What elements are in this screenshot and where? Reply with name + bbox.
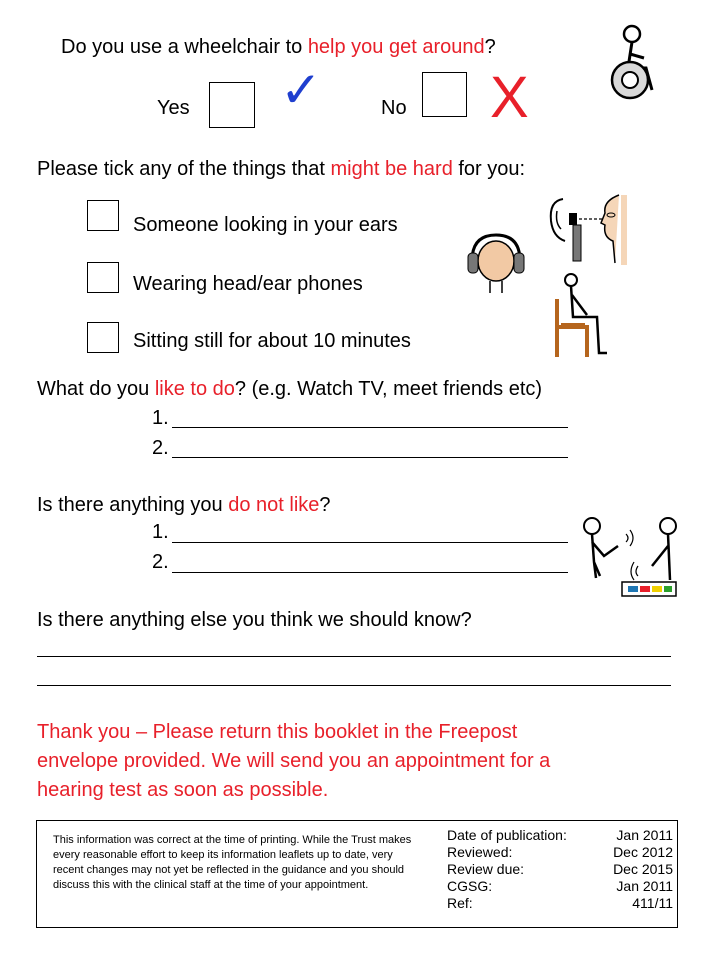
hard-item-label: Wearing head/ear phones	[133, 273, 363, 295]
thank-you-line: envelope provided. We will send you an appointment for a	[37, 750, 551, 772]
question-text: Please tick any of the things that	[37, 158, 331, 180]
like-question	[37, 377, 542, 401]
like-answer-line-2[interactable]	[172, 457, 568, 458]
headphones-icon	[466, 231, 526, 301]
question-end: ?	[319, 494, 331, 516]
question-text: Is there anything you	[37, 494, 229, 516]
wheelchair-icon	[608, 24, 666, 104]
dislike-question	[37, 493, 331, 517]
meta-value: 411/11	[632, 895, 673, 911]
question-end: for you:	[452, 158, 526, 180]
meta-label: Ref:	[447, 895, 473, 911]
sitting-checkbox[interactable]	[87, 322, 119, 353]
line-number: 2.	[152, 437, 169, 459]
dislike-answer-line-2[interactable]	[172, 572, 568, 573]
line-number: 2.	[152, 551, 169, 573]
yes-label: Yes	[157, 97, 190, 119]
question-end: ?	[484, 36, 496, 58]
meta-row	[447, 895, 673, 912]
hearing-test-icon	[578, 514, 688, 598]
meta-value: Jan 2011	[616, 827, 673, 843]
footer-box	[36, 820, 678, 928]
no-checkbox[interactable]	[422, 72, 467, 117]
line-number: 1.	[152, 521, 169, 543]
question-end: ? (e.g. Watch TV, meet friends etc)	[234, 378, 543, 400]
ear-exam-checkbox[interactable]	[87, 200, 119, 231]
no-label: No	[381, 97, 407, 119]
thank-you-line: Thank you – Please return this booklet in the Freepost	[37, 721, 518, 743]
else-question: Is there anything else you think we should know?	[37, 609, 472, 631]
cross-icon: X	[490, 65, 529, 130]
meta-label: CGSG:	[447, 878, 493, 894]
wheelchair-question	[61, 35, 496, 59]
yes-checkbox[interactable]	[209, 82, 255, 128]
sitting-person-icon	[553, 273, 609, 359]
hard-things-question	[37, 157, 525, 181]
dislike-answer-line-1[interactable]	[172, 542, 568, 543]
meta-row	[447, 878, 673, 895]
thank-you-line: hearing test as soon as possible.	[37, 779, 329, 801]
else-answer-line-1[interactable]	[37, 656, 671, 657]
hard-item-label: Someone looking in your ears	[133, 214, 398, 236]
meta-label: Reviewed:	[447, 844, 513, 860]
thank-you-message	[37, 718, 677, 805]
headphones-checkbox[interactable]	[87, 262, 119, 293]
meta-label: Review due:	[447, 861, 525, 877]
line-number: 1.	[152, 407, 169, 429]
publication-details	[447, 827, 673, 912]
like-answer-line-1[interactable]	[172, 427, 568, 428]
meta-row	[447, 844, 673, 861]
question-highlight: help you get around	[307, 36, 485, 58]
meta-value: Dec 2015	[613, 861, 673, 877]
hard-item-label: Sitting still for about 10 minutes	[133, 330, 411, 352]
meta-value: Jan 2011	[616, 878, 673, 894]
question-highlight: do not like	[228, 494, 320, 516]
question-highlight: might be hard	[330, 158, 453, 180]
meta-row	[447, 861, 673, 878]
meta-value: Dec 2012	[613, 844, 673, 860]
ear-exam-icon	[543, 193, 627, 269]
question-highlight: like to do	[154, 378, 235, 400]
disclaimer-text: This information was correct at the time of printing. While the Trust makes every reasonable effort to keep its information leaflets up to date, very recent changes may not yet be reflected in the guidance and you should discuss this with the clinical staff at the time of your appointment.	[53, 834, 412, 891]
else-answer-line-2[interactable]	[37, 685, 671, 686]
meta-row	[447, 827, 673, 844]
question-text: Do you use a wheelchair to	[61, 36, 308, 58]
meta-label: Date of publication:	[447, 827, 567, 843]
tick-icon: ✓	[280, 61, 322, 119]
question-text: What do you	[37, 378, 155, 400]
